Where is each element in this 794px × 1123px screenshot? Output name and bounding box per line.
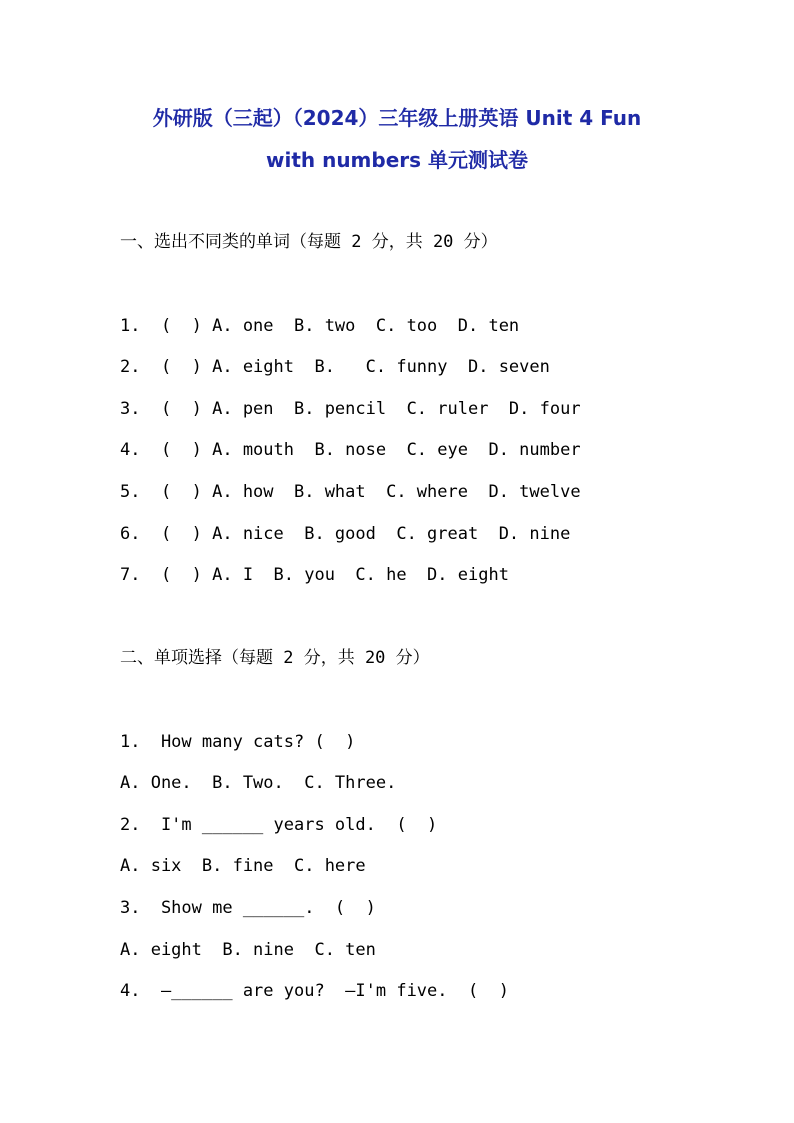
section-1-question-2: 2. ( ) A. eight B. C. funny D. seven (120, 357, 550, 377)
section-1-question-4: 4. ( ) A. mouth B. nose C. eye D. number (120, 440, 581, 460)
section-2-options-1: A. One. B. Two. C. Three. (120, 773, 397, 793)
section-1-heading: 一、选出不同类的单词（每题 2 分，共 20 分） (120, 232, 498, 252)
section-1-question-7: 7. ( ) A. I B. you C. he D. eight (120, 565, 509, 585)
section-1-question-5: 5. ( ) A. how B. what C. where D. twelve (120, 482, 581, 502)
section-2-heading: 二、单项选择（每题 2 分，共 20 分） (120, 648, 430, 668)
section-2-question-2: 2. I'm ______ years old. ( ) (120, 815, 438, 835)
section-2-question-4: 4. —______ are you? —I'm five. ( ) (120, 981, 509, 1001)
section-1-question-1: 1. ( ) A. one B. two C. too D. ten (120, 316, 520, 336)
document-title-line-2: with numbers 单元测试卷 (265, 148, 529, 172)
section-2-options-3: A. eight B. nine C. ten (120, 940, 376, 960)
section-1-question-6: 6. ( ) A. nice B. good C. great D. nine (120, 524, 571, 544)
section-2-options-2: A. six B. fine C. here (120, 856, 366, 876)
document-title-line-1: 外研版（三起）（2024）三年级上册英语 Unit 4 Fun (152, 106, 642, 130)
section-2-question-1: 1. How many cats? ( ) (120, 732, 356, 752)
section-1-question-3: 3. ( ) A. pen B. pencil C. ruler D. four (120, 399, 581, 419)
section-2-question-3: 3. Show me ______. ( ) (120, 898, 376, 918)
